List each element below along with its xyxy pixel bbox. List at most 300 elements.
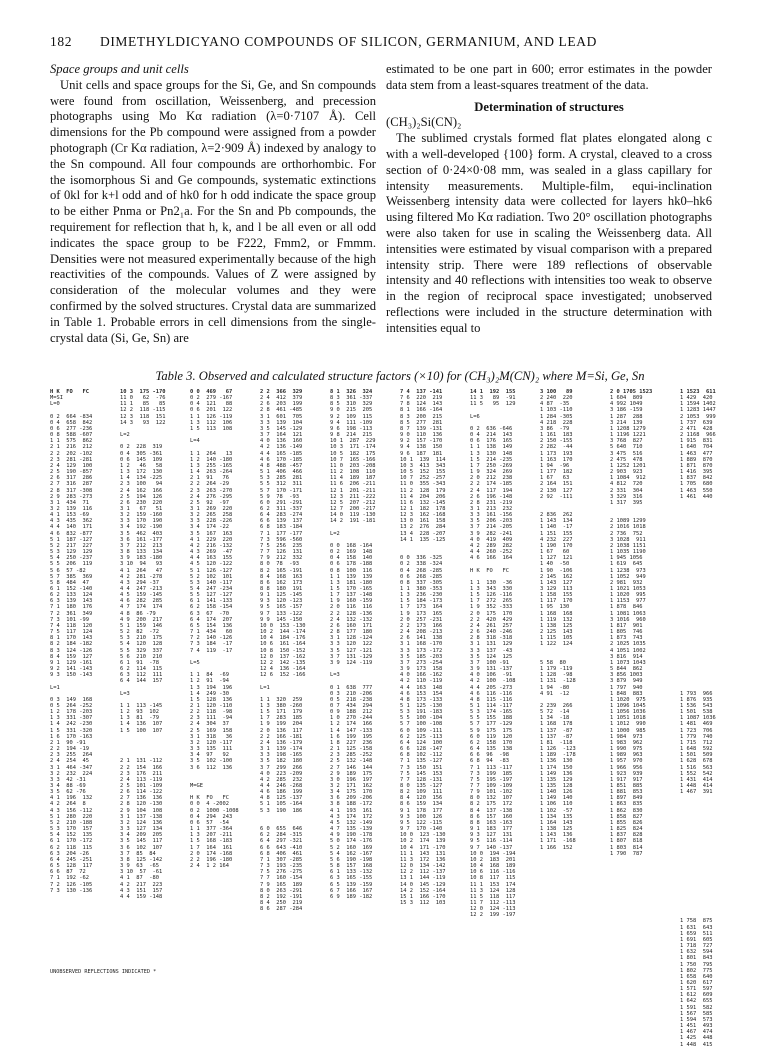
table-row: 5 1 114 -117 (470, 702, 513, 709)
table-row: 0 3 149 168 (50, 696, 93, 703)
table-column-5 (330, 389, 400, 900)
table-row: 1 2 178 -203 (50, 709, 93, 716)
table-row: 4 812 720 (610, 481, 643, 488)
table-row: 1 5 331 -320 (50, 727, 93, 734)
table-row: 11 2 128 179 (400, 487, 446, 494)
left-column (50, 62, 376, 346)
table-row: 1 897 849 (610, 795, 643, 802)
table-row: 5 72 -14 (540, 709, 570, 716)
table-row: 2 4 276 -295 (190, 493, 233, 500)
table-row: 1 138 125 (540, 622, 573, 629)
table-row: 2 5 190 -857 (50, 469, 93, 476)
table-row: 1 168 178 (540, 721, 573, 728)
table-row: 14 0 145 -129 (400, 881, 446, 888)
table-row: 1 966 956 (610, 764, 643, 771)
table-row: 2 1 216 212 (50, 444, 93, 451)
table-row: 1 481 469 (680, 721, 713, 728)
table-row: 3 8 133 134 (120, 549, 163, 556)
table-row: 7 3 193 -235 (260, 863, 303, 870)
table-row: 6 4 124 100 (400, 739, 443, 746)
table-row: 5 0 174 -176 (330, 838, 373, 845)
table-row: 1 34 -18 (540, 715, 570, 722)
table-row: 9 3 120 -123 (260, 598, 303, 605)
table-row: 2 4 129 100 (50, 462, 93, 469)
table-row: 2 4 117 194 (470, 487, 513, 494)
table-row: 7 5 117 124 (50, 629, 93, 636)
table-row: 14 2 152 -164 (400, 887, 446, 894)
table-row: 1 151 155 (540, 530, 573, 537)
table-row: 4 2 110 -119 (400, 678, 443, 685)
table-row: 1 4 242 -230 (50, 721, 93, 728)
table-row: 5 4 162 -167 (330, 850, 373, 857)
table-row: 0 6 178 -188 (330, 561, 373, 568)
table-row: 5 3 210 175 (120, 635, 163, 642)
table-row: 1 552 542 (680, 770, 713, 777)
table-row: 5 8 484 47 (50, 579, 89, 586)
table-row: 2 9 283 -273 (50, 493, 93, 500)
table-row: 3 475 516 (610, 450, 643, 457)
table-row: 2 8 318 -318 (470, 635, 513, 642)
table-row: 0 2 279 -167 (190, 395, 233, 402)
table-row: 1 5 128 136 (190, 696, 233, 703)
table-row: 1 858 827 (610, 813, 643, 820)
table-row: 8 0 78 -93 (260, 561, 299, 568)
table-row: 1 8 227 236 (330, 739, 373, 746)
table-row: 0 4 158 140 (330, 555, 373, 562)
table-row: H K FO FC (470, 567, 509, 574)
table-row: 3 5 206 -203 (470, 518, 513, 525)
table-row: 1 567 585 (680, 1010, 713, 1017)
table-row: 8 2 184 -182 (50, 641, 93, 648)
table-row: 1 3 343 330 (470, 586, 513, 592)
table-row: 1 81 -118 (540, 739, 573, 746)
table-row: 3 7 164 121 (260, 432, 303, 439)
table-row: 1 1208 1279 (610, 425, 646, 432)
table-row: 1 797 940 (610, 684, 643, 691)
table-row: 4 2 281 -278 (120, 573, 163, 580)
table-row: 0 5 218 -238 (330, 696, 373, 703)
table-row: 6 2 311 -337 (260, 505, 303, 512)
table-row: 10 0 153 -130 (260, 622, 306, 629)
table-row: 10 1 287 229 (330, 438, 376, 445)
table-row: 1 837 842 (680, 475, 713, 482)
table-row: 6 6 643 -410 (260, 844, 303, 851)
table-row: 1 2 93 102 (120, 709, 159, 716)
table-row: 2 0 136 117 (260, 727, 303, 734)
table-row: 4 4 140 171 (50, 524, 93, 531)
table-column-10 (680, 389, 750, 1048)
table-row: 2 2 196 -180 (190, 856, 233, 863)
table-row: 7 8 124 143 (400, 401, 443, 408)
table-row: 4 4 165 -185 (260, 450, 303, 457)
table-row: 4 4 163 155 (190, 555, 233, 562)
table-row: 1 103 -110 (540, 407, 573, 414)
table-row: 6 4 174 207 (190, 616, 233, 623)
table-row: 1 461 440 (680, 493, 713, 500)
table-row: 3 3 161 -156 (470, 512, 513, 519)
table-row: 11 0 355 -343 (400, 481, 446, 488)
table-row: 3 1 67 51 (120, 505, 163, 512)
table-row: 1 137 -87 (540, 727, 573, 734)
table-row: 6 3 165 -155 (330, 875, 373, 882)
table-row: 4 218 228 (540, 419, 573, 426)
table-row: 3 8 125 -142 (120, 856, 163, 863)
table-row: 1 803 814 (610, 844, 643, 851)
table-row: 10 0 194 -194 (470, 850, 516, 857)
table-row: 5 1 125 -130 (400, 702, 443, 709)
table-row: 7 9 212 332 (260, 555, 303, 562)
table-row: 12 3 211 -222 (330, 493, 376, 500)
table-row: 1 628 678 (680, 758, 713, 765)
table-row: 5 6 210 210 (120, 653, 163, 660)
table-row: 4 8 125 -137 (260, 795, 303, 802)
table-row: 5 6 190 -198 (330, 856, 373, 863)
table-row: 9 0 110 136 (400, 432, 443, 439)
table-row: 1 737 639 (680, 419, 713, 426)
table-row: 7 7 109 -109 (470, 783, 513, 789)
table-row: 1 4 147 -133 (330, 727, 373, 734)
table-row: 11 1 143 131 (400, 850, 446, 857)
table-row: 8 7 139 -131 (400, 425, 443, 432)
table-row: 11 6 206 -211 (330, 481, 376, 488)
table-row: 3 5 102 -100 (190, 758, 233, 765)
table-row: 7 1 434 60 (190, 629, 233, 636)
table-row: H K FO FC (50, 389, 89, 395)
table-row: 4 2 264 8 (50, 801, 86, 808)
table-row: 3 6 209 -206 (330, 795, 373, 802)
table-row: 6 9 189 -182 (330, 893, 373, 900)
table-row: 11 4 204 206 (400, 493, 446, 500)
table-row: 6 1 133 -132 (330, 869, 373, 876)
table-row: 8 4 168 163 (260, 573, 303, 580)
table-row: 4 5 132 -149 (330, 819, 373, 826)
table-row: 1 9 173 165 (400, 610, 443, 617)
table-row: 7 5 256 235 (260, 542, 303, 549)
table-row: L=1 (50, 684, 60, 691)
table-row: 10 0 123 -130 (400, 832, 446, 839)
table-row: 3 86 -79 (540, 425, 570, 432)
table-row: 4 0 223 -209 (260, 770, 303, 777)
table-row: 3 5 62 -76 (50, 789, 86, 796)
table-row: 1 6 199 195 (330, 733, 373, 740)
table-row: 3 10 94 93 (120, 561, 163, 568)
table-row: 8 1 326 324 (330, 389, 373, 395)
table-row: 9 2 157 -170 (400, 438, 443, 445)
table-row: 2 736 752 (610, 530, 643, 537)
table-column-6 (400, 389, 470, 906)
table-row: 9 7 140 -137 (470, 844, 513, 851)
table-row: 1 1196 1221 (610, 432, 646, 439)
table-row: 1 4 263 -264 (190, 469, 233, 476)
table-row: 1 40 -50 (540, 561, 570, 568)
table-row: 2 331 304 (610, 487, 643, 494)
table-row: 2 1 120 -110 (190, 702, 233, 709)
table-row: 2 6 196 -148 (470, 493, 513, 500)
table-row: 2 1 91 76 (190, 475, 229, 482)
table-row: 9 6 187 181 (400, 450, 443, 457)
table-row: 12 3 162 -168 (400, 512, 446, 519)
table-row: 7 3 199 185 (470, 770, 513, 777)
table-row: 1 5 168 -183 (190, 838, 233, 845)
table-row: 0 4 214 143 (470, 432, 513, 439)
table-row: 3 3 135 111 (190, 746, 233, 753)
table-row: 5 2 217 227 (50, 542, 93, 549)
table-row: 4 0 106 -91 (470, 672, 513, 679)
table-row: 2 8 120 -130 (120, 801, 163, 808)
table-row: 6 1 170 -172 (50, 838, 93, 845)
table-row: 2 2 420 429 (470, 616, 513, 623)
table-row: 10 2 174 139 (400, 838, 446, 845)
table-row: 3 4 192 -190 (120, 524, 163, 531)
table-row: 10 2 183 201 (470, 856, 516, 863)
table-row: 13 4 228 -207 (400, 530, 446, 537)
table-row: 2 1 125 -158 (330, 746, 373, 753)
table-row: L=2 (330, 530, 340, 537)
table-row: 1 143 136 (540, 832, 573, 839)
table-row: 4 4 260 -252 (470, 549, 513, 556)
table-row: 9 7 133 -122 (260, 610, 303, 617)
table-row: 1 179 -119 (540, 666, 573, 673)
table-row: 12 0 134 -142 (400, 863, 446, 870)
table-row: 5 5 329 337 (120, 647, 163, 654)
table-row: 2 1053 999 (680, 413, 716, 420)
table-row: 0 0 4 -2002 (190, 801, 229, 808)
table-row: 1 571 597 (680, 986, 713, 993)
table-row: 3 4 209 205 (120, 832, 163, 839)
table-row: 3 1 434 71 (50, 499, 89, 506)
table-row: 2 5 101 -109 (120, 783, 163, 789)
table-row: 2 1168 966 (680, 432, 716, 439)
table-row: 1 149 140 (540, 795, 573, 802)
table-row: 12 6 152 -166 (260, 672, 306, 679)
table-row: 8 6 157 160 (470, 813, 513, 820)
compound-formula: (CH₃)₂Si(CN)₂ (386, 115, 462, 130)
table-row: 1 881 853 (610, 789, 643, 796)
table-row: 4 9 200 217 (120, 616, 163, 623)
table-row: 2 4 261 257 (470, 622, 513, 629)
table-row: 1 889 870 (680, 456, 713, 463)
table-row: 7 2 361 349 (50, 610, 93, 617)
table-row: 1 990 975 (610, 746, 643, 753)
table-row: 8 4 120 156 (400, 795, 443, 802)
table-row: 9 5 116 -114 (470, 838, 513, 845)
table-row: 5 3 170 157 (50, 826, 93, 833)
table-row: 7 4 137 -141 (400, 389, 443, 395)
table-row: 1 4 249 -30 (190, 690, 229, 697)
table-row: 3 5 167 163 (190, 530, 233, 537)
table-row: 4 0 419 409 (470, 536, 513, 543)
table-row: 2 125 143 (540, 629, 573, 636)
table-row: 4 2 216 -132 (190, 542, 233, 549)
table-row: 2 5 132 -148 (330, 758, 373, 765)
table-row: 3 129 113 (540, 586, 573, 592)
table-row: 5 9 175 175 (470, 727, 513, 734)
table-row: 2 8 317 -308 (50, 487, 93, 494)
table-row: 2 981 932 (610, 579, 643, 586)
table-row: 2 4 412 379 (260, 395, 303, 402)
table-row: 4 4 159 -148 (120, 893, 163, 900)
table-row: 1 284 -305 (540, 413, 573, 420)
table-row: 3 214 139 (610, 419, 643, 426)
table-row: 1 164 143 (540, 819, 573, 826)
table-column-9 (610, 389, 680, 857)
table-row: 5 2 160 169 (330, 844, 373, 851)
table-row: 6 2 133 124 (50, 592, 93, 599)
table-row: 1 750 795 (680, 961, 713, 968)
table-column-4 (260, 389, 330, 912)
table-row: 9 3 100 126 (400, 813, 443, 820)
table-row: 1 7 283 185 (260, 715, 303, 722)
table-row: 6 6 87 72 (50, 869, 86, 876)
table-row: 0 6 201 122 (190, 407, 233, 414)
table-row: 2 6 160 171 (330, 622, 373, 629)
table-column-3 (190, 389, 260, 869)
table-row: 4 5 120 -122 (190, 561, 233, 568)
table-row: 12 0 124 -113 (470, 906, 516, 913)
table-row: 8 6 159 134 (400, 801, 443, 808)
table-row: 11 7 112 -113 (470, 899, 516, 906)
table-row: 1 1020 975 (610, 696, 646, 703)
table-row: 3 3 173 -172 (400, 647, 443, 654)
table-row: 2 6 141 138 (400, 635, 443, 642)
table-row: 12 3 118 151 (120, 413, 166, 420)
table-row: 6 8 102 -112 (400, 752, 443, 759)
table-row: 12 2 112 -137 (400, 869, 446, 876)
table-row: 2 0 175 170 (470, 610, 513, 617)
table-row: 2 145 162 (540, 573, 573, 580)
table-row: 5 2 210 -188 (50, 819, 93, 826)
table-row: 2 4 208 -213 (400, 629, 443, 636)
table-column-7 (470, 389, 540, 918)
table-row: 2 3 263 -270 (190, 487, 233, 494)
table-row: 3 5 145 -129 (260, 425, 303, 432)
table-row: 2 4 113 -119 (120, 776, 163, 783)
table-row: 10 5 152 155 (400, 469, 446, 476)
table-row: 10 3 413 343 (400, 462, 446, 469)
table-row: 2 4 136 -179 (260, 739, 303, 746)
table-row: 1 989 963 (610, 752, 643, 759)
table-row: 2 1 131 -112 (120, 758, 163, 765)
table-row: 1 189 -178 (540, 752, 576, 759)
table-row: 3 1 269 220 (190, 505, 233, 512)
table-row: 1 431 414 (680, 776, 713, 783)
table-row: 2 2 366 329 (260, 389, 303, 395)
table-row: 3 9 124 -119 (330, 659, 373, 666)
table-row: L=3 (120, 690, 130, 697)
table-row: 3 3 137 -43 (470, 647, 513, 654)
table-row: 4 232 227 (540, 536, 573, 543)
table-caption (50, 369, 750, 384)
table-row: 5 2 102 101 (190, 573, 233, 580)
table-row: 1 1153 977 (610, 598, 646, 605)
table-row: 11 1 153 174 (470, 881, 516, 888)
table-row: 1 467 474 (680, 1029, 713, 1036)
table-row: 1 9 199 204 (260, 721, 303, 728)
table-row: 3 3 127 134 (120, 826, 163, 833)
table-row: 6 5 128 117 (50, 863, 93, 870)
table-row: 1 467 391 (680, 789, 713, 796)
table-row: 1 807 818 (610, 838, 643, 845)
table-row: 9 6 198 -113 (330, 425, 373, 432)
table-row: 3 3 139 104 (260, 419, 303, 426)
table-row: 1 2 140 -180 (190, 456, 233, 463)
table-row: 1 1 575 862 (50, 438, 93, 445)
table-row: 14 1 192 155 (470, 389, 516, 395)
table-row: 12 7 200 -217 (330, 505, 376, 512)
table-row: L=6 (470, 413, 480, 420)
table-row: 1 9 324 269 (470, 469, 513, 476)
table-row: 7 4 119 -17 (190, 647, 233, 654)
table-row: 1 0 270 -244 (330, 715, 373, 722)
table-row: 1 878 846 (610, 604, 643, 611)
table-row: 1 855 826 (610, 819, 643, 826)
table-row: 2 5 194 126 (120, 493, 163, 500)
table-row: 1 640 704 (680, 444, 713, 451)
table-row: 1 5 126 -116 (470, 592, 513, 599)
table-row: 9 4 138 150 (400, 444, 443, 451)
table-row: 12 2 118 -115 (120, 407, 166, 414)
table-row: 1 1051 1018 (610, 715, 646, 722)
table-row: 1 3 236 -230 (400, 592, 443, 599)
table-row: 2 0 116 116 (330, 604, 373, 611)
table-row: 5 3 191 -183 (400, 709, 443, 716)
table-row: 7 4 118 120 (50, 622, 93, 629)
table-row: 3 6 102 107 (120, 844, 163, 851)
table-row: 3 7 85 84 (120, 850, 156, 857)
table-row: 1 3 172 130 (120, 469, 163, 476)
table-row: 3 100 89 (540, 389, 573, 395)
table-row: 7 3 184 -17 (190, 641, 233, 648)
table-row: 6 2 118 115 (50, 844, 93, 851)
table-row: 3 1016 960 (610, 616, 646, 623)
table-row: 4 4 163 148 (400, 684, 443, 691)
table-row: 4 8 488 -457 (260, 462, 303, 469)
section-title-space-groups: Space groups and unit cells (50, 62, 189, 76)
table-row: 1 945 1056 (610, 555, 643, 562)
table-row: 2 7 316 287 (50, 481, 93, 488)
table-row: 8 0 263 -291 (260, 887, 303, 894)
table-row: 1 448 414 (680, 783, 713, 789)
table-row: 2 282 -44 (540, 444, 573, 451)
table-row: 3 2 124 136 (120, 819, 163, 826)
table-row: 3 816 914 (610, 653, 643, 660)
table-row: 1 94 -96 (540, 462, 570, 469)
table-row: 7 9 101 -102 (470, 789, 513, 796)
table-row: 3 9 63 -65 (120, 863, 159, 870)
table-row: 2 9 104 108 (120, 807, 163, 814)
table-row: 4 0 166 -162 (400, 672, 443, 679)
table-row: 1 173 193 (540, 450, 573, 457)
table-row: 2 9 189 175 (330, 770, 373, 777)
table-column-2 (120, 389, 190, 900)
table-row: 6 5 139 -159 (330, 881, 373, 888)
table-row: L=1 (260, 684, 270, 691)
table-row: 0 2 169 148 (330, 549, 373, 556)
table-row: 1 1 126 -119 (190, 413, 233, 420)
table-row: 4 6 166 164 (470, 555, 513, 562)
table-row: 0 0 168 -164 (330, 542, 373, 549)
table-row: 7 1 177 -177 (260, 530, 303, 537)
table-row: L=4 (190, 438, 200, 445)
table-row: 1 119 132 (540, 616, 573, 623)
table-row: 2 2 118 -98 (190, 709, 233, 716)
table-row: 3 329 316 (610, 493, 643, 500)
table-row: 1 793 966 (680, 690, 713, 697)
table-row: 13 0 161 158 (400, 518, 446, 525)
table-row: 1 802 775 (680, 967, 713, 974)
table-row: L=3 (330, 672, 340, 679)
table-row: 1 801 843 (680, 955, 713, 962)
